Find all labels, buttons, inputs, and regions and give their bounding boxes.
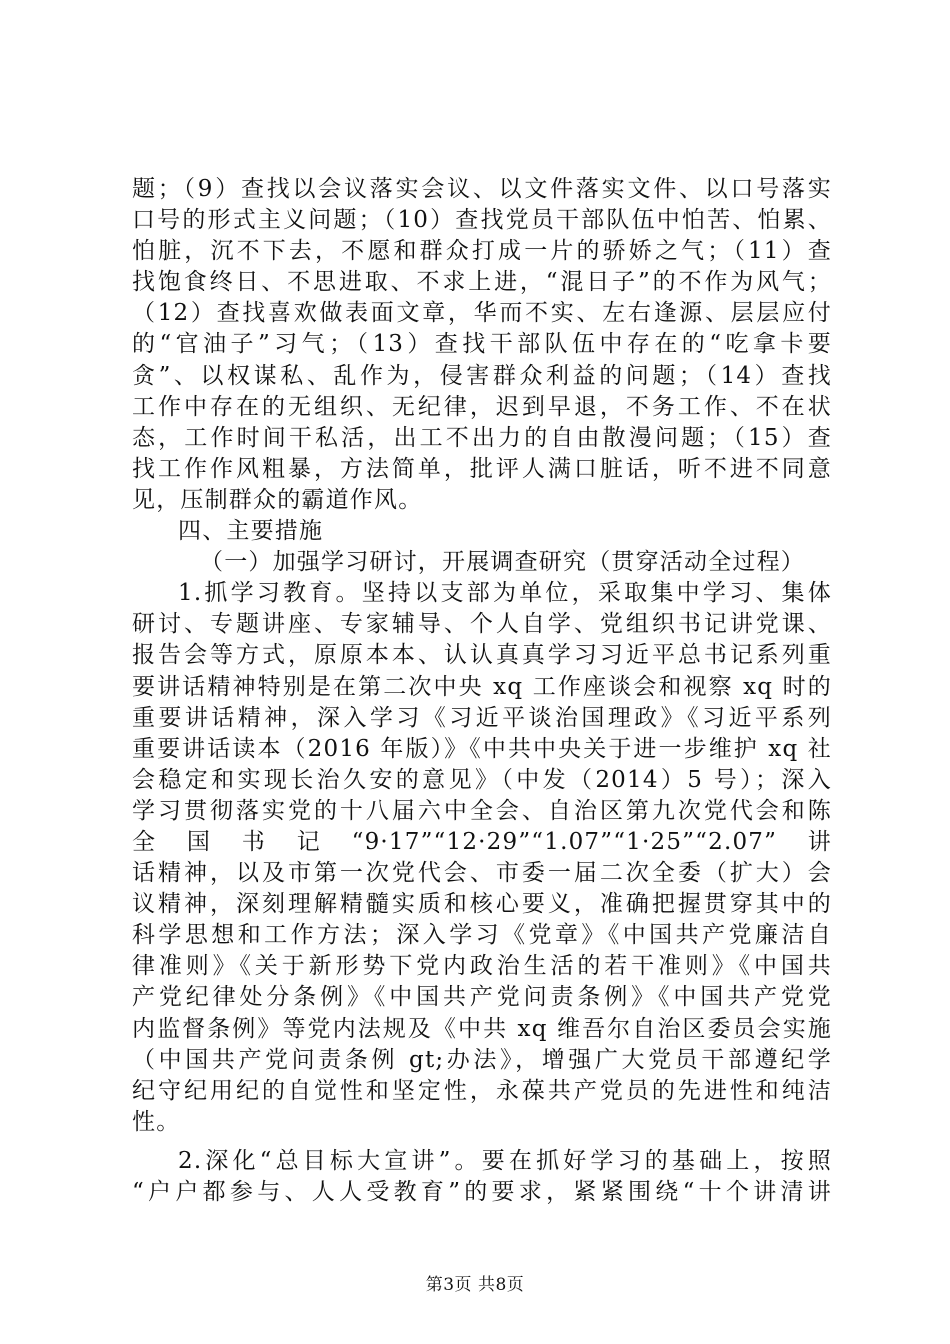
page-footer: 第3页 共8页: [425, 1275, 525, 1295]
text-line: 科学思想和工作方法；深入学习《党章》《中国共产党廉洁自: [132, 922, 832, 949]
text-line: 态，工作时间干私活，出工不出力的自由散漫问题；（15）查: [132, 424, 832, 451]
text-line: （一）加强学习研讨，开展调查研究（贯穿活动全过程）: [200, 549, 805, 576]
text-line: 题；（9）查找以会议落实会议、以文件落实文件、以口号落实: [132, 176, 832, 202]
text-line: 律准则》《关于新形势下党内政治生活的若干准则》《中国共: [132, 953, 832, 980]
document-body: [132, 174, 832, 1208]
text-line: 产党纪律处分条例》《中国共产党问责条例》《中国共产党党: [132, 984, 832, 1011]
text-line: 怕脏，沉不下去，不愿和群众打成一片的骄娇之气；（11）查: [132, 238, 832, 265]
text-line: 纪守纪用纪的自觉性和坚定性，永葆共产党员的先进性和纯洁: [132, 1077, 832, 1104]
text-line: 1.抓学习教育。坚持以支部为单位，采取集中学习、集体: [178, 580, 832, 607]
text-line: 重要讲话精神，深入学习《习近平谈治国理政》《习近平系列: [132, 704, 832, 731]
text-line: 研讨、专题讲座、专家辅导、个人自学、党组织书记讲党课、: [132, 611, 832, 638]
text-line: 全国书记“9·17”“12·29”“1.07”“1·25”“2.07”讲: [132, 828, 832, 855]
text-line: “户户都参与、人人受教育”的要求，紧紧围绕“十个讲清讲: [132, 1179, 832, 1205]
text-line: 工作中存在的无组织、无纪律，迟到早退，不务工作、不在状: [132, 393, 832, 420]
text-line: 口号的形式主义问题；（10）查找党员干部队伍中怕苦、怕累、: [132, 207, 832, 234]
text-line: 议精神，深刻理解精髓实质和核心要义，准确把握贯穿其中的: [132, 891, 832, 918]
text-line: 四、主要措施: [178, 518, 324, 545]
text-line: 见，压制群众的霸道作风。: [132, 486, 423, 513]
text-line: 重要讲话读本（2016 年版）》《中共中央关于进一步维护 xq 社: [132, 735, 832, 762]
text-line: 报告会等方式，原原本本、认认真真学习习近平总书记系列重: [132, 642, 832, 669]
text-line: 找工作作风粗暴，方法简单，批评人满口脏话，听不进不同意: [132, 455, 832, 482]
text-line: 的“官油子”习气；（13）查找干部队伍中存在的“吃拿卡要: [132, 331, 832, 358]
text-line: 要讲话精神特别是在第二次中央 xq 工作座谈会和视察 xq 时的: [132, 673, 832, 700]
text-line: 找饱食终日、不思进取、不求上进，“混日子”的不作为风气；: [132, 269, 832, 296]
text-line: 内监督条例》等党内法规及《中共 xq 维吾尔自治区委员会实施: [132, 1015, 832, 1042]
text-line: 学习贯彻落实党的十八届六中全会、自治区第九次党代会和陈: [132, 797, 832, 824]
text-line: 话精神，以及市第一次党代会、市委一届二次全委（扩大）会: [132, 860, 832, 887]
text-line: （12）查找喜欢做表面文章，华而不实、左右逢源、层层应付: [132, 300, 832, 327]
text-line: 会稳定和实现长治久安的意见》（中发（2014）5 号）；深入: [132, 766, 832, 793]
text-line: 贪”、以权谋私、乱作为，侵害群众利益的问题；（14）查找: [132, 362, 832, 389]
text-line: 性。: [132, 1108, 181, 1135]
text-line: 2.深化“总目标大宣讲”。要在抓好学习的基础上，按照: [178, 1147, 832, 1174]
text-line: （中国共产党问责条例 gt;办法》，增强广大党员干部遵纪学: [132, 1046, 832, 1073]
